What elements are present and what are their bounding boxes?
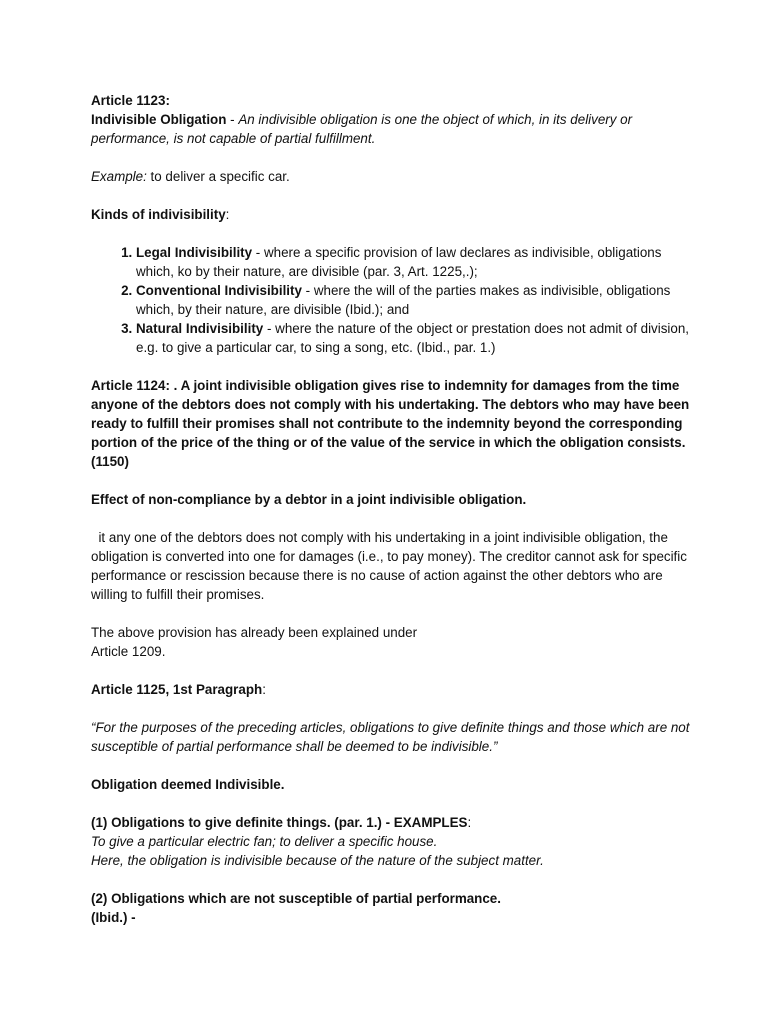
example-line: Example: to deliver a specific car.	[91, 169, 290, 184]
item-one-heading: (1) Obligations to give definite things. (par. 1.) - EXAMPLES:	[91, 815, 472, 830]
article-1123-heading: Article 1123:	[91, 93, 170, 108]
effect-body: it any one of the debtors does not comply with his undertaking in a joint indivisible obligation, the obligation is converted into one for damages (i.e., to pay money). The creditor cannot ask for specific performance or rescission because there is no cause of action against the other debtors who are willing to fulfill their promises.	[91, 530, 691, 602]
list-item: 1. Legal Indivisibility - where a specific provision of law declares as indivisible, obligations which, ko by their nature, are divisible (par. 3, Art. 1225,.);	[136, 243, 691, 281]
article-1125-quote: “For the purposes of the preceding articles, obligations to give definite things and those which are not susceptible of partial performance shall be deemed to be indivisible.”	[91, 720, 690, 754]
indivisible-obligation-definition: Indivisible Obligation - An indivisible obligation is one the object of which, in its delivery or performance, is not capable of partial fulfillment.	[91, 112, 633, 146]
item-one-example: To give a particular electric fan; to deliver a specific house.	[91, 834, 438, 849]
deemed-heading: Obligation deemed Indivisible.	[91, 777, 285, 792]
effect-heading: Effect of non-compliance by a debtor in a joint indivisible obligation.	[91, 492, 527, 507]
item-two-heading: (2) Obligations which are not susceptible of partial performance.	[91, 891, 501, 906]
kinds-list	[91, 243, 691, 357]
kinds-heading: Kinds of indivisibility:	[91, 207, 230, 222]
item-two-ref: (Ibid.) -	[91, 910, 136, 925]
list-item: 3. Natural Indivisibility - where the nature of the object or prestation does not admit of division, e.g. to give a particular car, to sing a song, etc. (Ibid., par. 1.)	[136, 319, 691, 357]
definition-text: An indivisible obligation is one the object of which, in its delivery or performance, is not capable of partial fulfillment.	[91, 112, 633, 146]
list-item: 2. Conventional Indivisibility - where the will of the parties makes as indivisible, obligations which, by their nature, are divisible (Ibid.); and	[136, 281, 691, 319]
article-1125-heading: Article 1125, 1st Paragraph:	[91, 682, 266, 697]
provision-line-2: Article 1209.	[91, 644, 166, 659]
term: Indivisible Obligation	[91, 112, 227, 127]
provision-line-1: The above provision has already been explained under	[91, 625, 418, 640]
document-page	[91, 91, 691, 927]
item-one-explanation: Here, the obligation is indivisible because of the nature of the subject matter.	[91, 853, 544, 868]
article-1124-text: Article 1124: . A joint indivisible obligation gives rise to indemnity for damages from the time anyone of the debtors does not comply with his undertaking. The debtors who may have been ready to fulfill their promises shall not contribute to the indemnity beyond the corresponding portion of the price of the thing or of the value of the service in which the obligation consists. (1150)	[91, 378, 690, 469]
